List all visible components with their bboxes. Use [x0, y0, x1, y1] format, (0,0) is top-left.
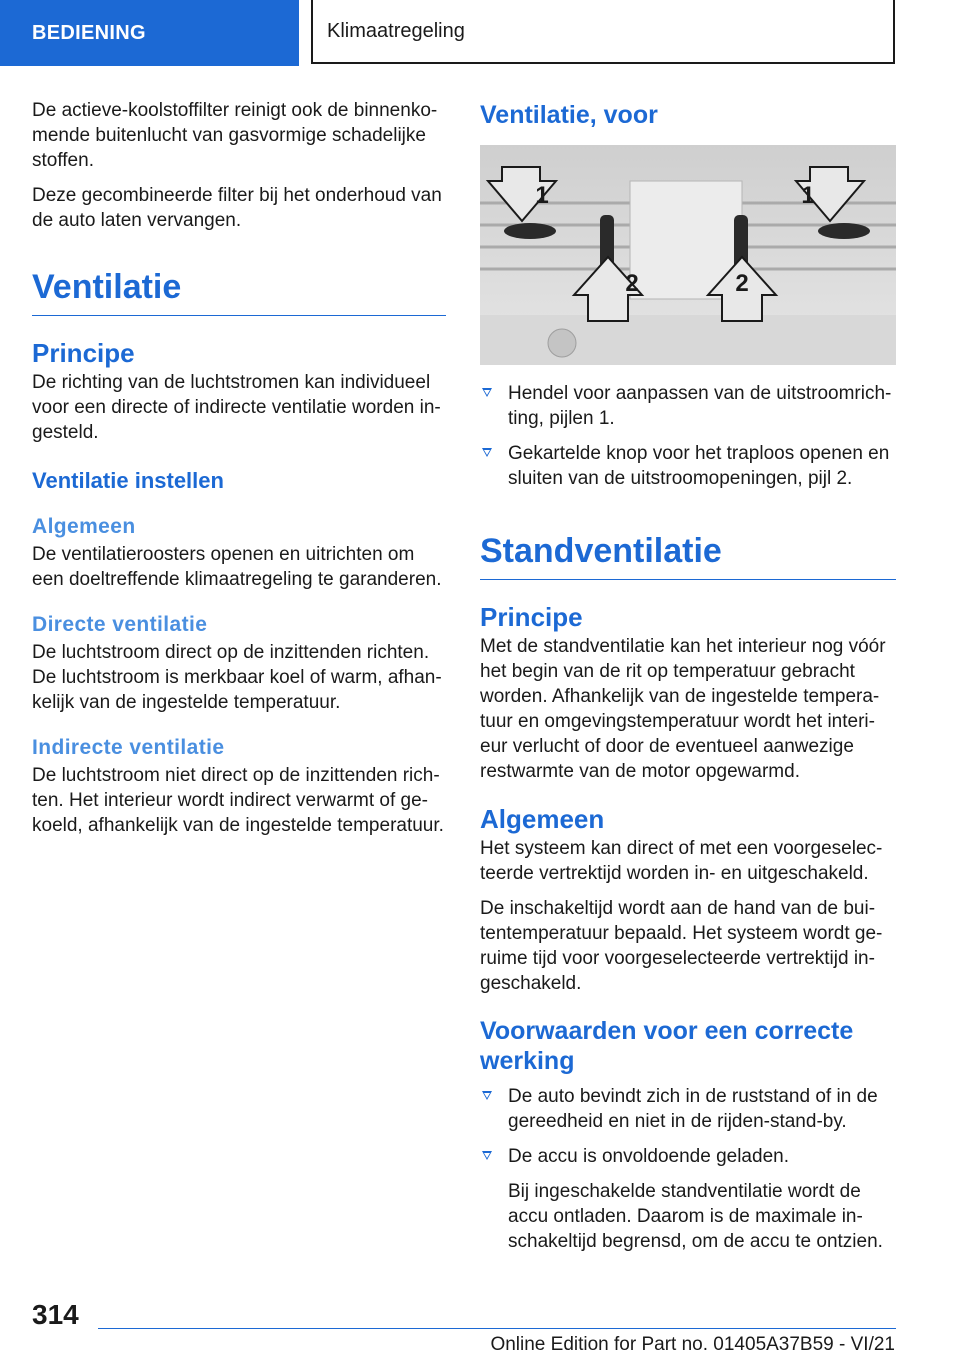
page-number: 314 — [32, 1299, 79, 1330]
chapter-header — [311, 0, 895, 64]
algemeen-heading: Algemeen — [32, 515, 136, 538]
instellen-heading: Ventilatie instellen — [32, 468, 224, 493]
ventilatie-heading: Ventilatie — [32, 267, 446, 316]
bullet-triangle-icon — [482, 388, 492, 397]
list-item: Hendel voor aanpassen van de uitstroomrich-ting, pijlen 1. — [480, 381, 896, 431]
footer-divider — [98, 1328, 896, 1329]
list-item: De accu is onvoldoende geladen. Bij ingeschakelde standventilatie wordt de accu ontladen. Daarom is de maximale in-schakeltijd begrensd, om de accu te ontzien. — [480, 1144, 896, 1254]
algemeen-text: De ventilatieroosters openen en uitrichten om een doeltreffende klimaatregeling te garanderen. — [32, 544, 442, 590]
section-title: BEDIENING — [32, 21, 146, 44]
chapter-title: Klimaatregeling — [327, 19, 465, 42]
air-vent-illustration — [480, 145, 896, 365]
principe-text: De richting van de luchtstromen kan individueel voor een directe of indirecte ventilatie worden in-gesteld. — [32, 372, 441, 443]
figure-label: 2 — [625, 270, 639, 297]
list-item: De auto bevindt zich in de ruststand of in de gereedheid en niet in de rijden-stand-by. — [480, 1084, 896, 1134]
indirect-heading: Indirecte ventilatie — [32, 736, 225, 759]
intro-paragraph-2: Deze gecombineerde filter bij het onderhoud van de auto laten vervangen. — [32, 185, 442, 231]
stand-algemeen-text-2: De inschakeltijd wordt aan de hand van de bui-tentemperatuur bepaald. Het systeem wordt ge-ruime tijd voor voorgeselecteerde vertrektijd in-geschakeld. — [480, 898, 883, 994]
direct-text: De luchtstroom direct op de inzittenden richten. De luchtstroom is merkbaar koel of warm, afhan-kelijk van de ingestelde temperatuur. — [32, 642, 442, 713]
indirect-text: De luchtstroom niet direct op de inzittenden rich-ten. Het interieur wordt indirect verwarmt of ge-koeld, afhankelijk van de ingestelde temperatuur. — [32, 765, 444, 836]
intro-paragraph-1: De actieve-koolstoffilter reinigt ook de binnenko-mende buitenlucht van gasvormige schadelijke stoffen. — [32, 100, 438, 171]
stand-principe-text: Met de standventilatie kan het interieur nog vóór het begin van de rit op temperatuur gebracht worden. Afhankelijk van de ingestelde tempera-tuur en omgevingstemperatuur wordt het interi-eur verlucht of door de eventueel aanwezige restwarmte van de motor opgewarmd. — [480, 636, 886, 782]
voor-list — [480, 381, 896, 491]
stand-algemeen-text-1: Het systeem kan direct of met een voorgeselec-teerde vertrektijd worden in- en uitgeschakeld. — [480, 838, 883, 884]
standventilatie-heading: Standventilatie — [480, 531, 896, 580]
bullet-triangle-icon — [482, 1091, 492, 1100]
bullet-triangle-icon — [482, 1151, 492, 1160]
bullet-triangle-icon — [482, 448, 492, 457]
voor-heading: Ventilatie, voor — [480, 101, 658, 129]
figure-label: 2 — [735, 270, 749, 297]
voorwaarden-sub-text: Bij ingeschakelde standventilatie wordt de accu ontladen. Daarom is de maximale in-schakeltijd begrensd, om de accu te ontzien. — [508, 1181, 883, 1252]
voorwaarden-heading: Voorwaarden voor een correcte werking — [480, 1017, 854, 1075]
direct-heading: Directe ventilatie — [32, 613, 208, 636]
list-item: Gekartelde knop voor het traploos openen en sluiten van de uitstroomopeningen, pijl 2. — [480, 441, 896, 491]
stand-algemeen-heading: Algemeen — [480, 804, 605, 834]
section-tab — [0, 0, 299, 66]
left-column — [32, 98, 446, 848]
principe-heading: Principe — [32, 338, 135, 368]
figure-label: 1 — [801, 182, 815, 209]
voorwaarden-list — [480, 1084, 896, 1254]
figure-label: 1 — [535, 182, 549, 209]
stand-principe-heading: Principe — [480, 602, 583, 632]
edition-note: Online Edition for Part no. 01405A37B59 - VI/21 — [490, 1334, 895, 1355]
right-column — [480, 102, 896, 1264]
air-vent-figure — [480, 145, 896, 365]
